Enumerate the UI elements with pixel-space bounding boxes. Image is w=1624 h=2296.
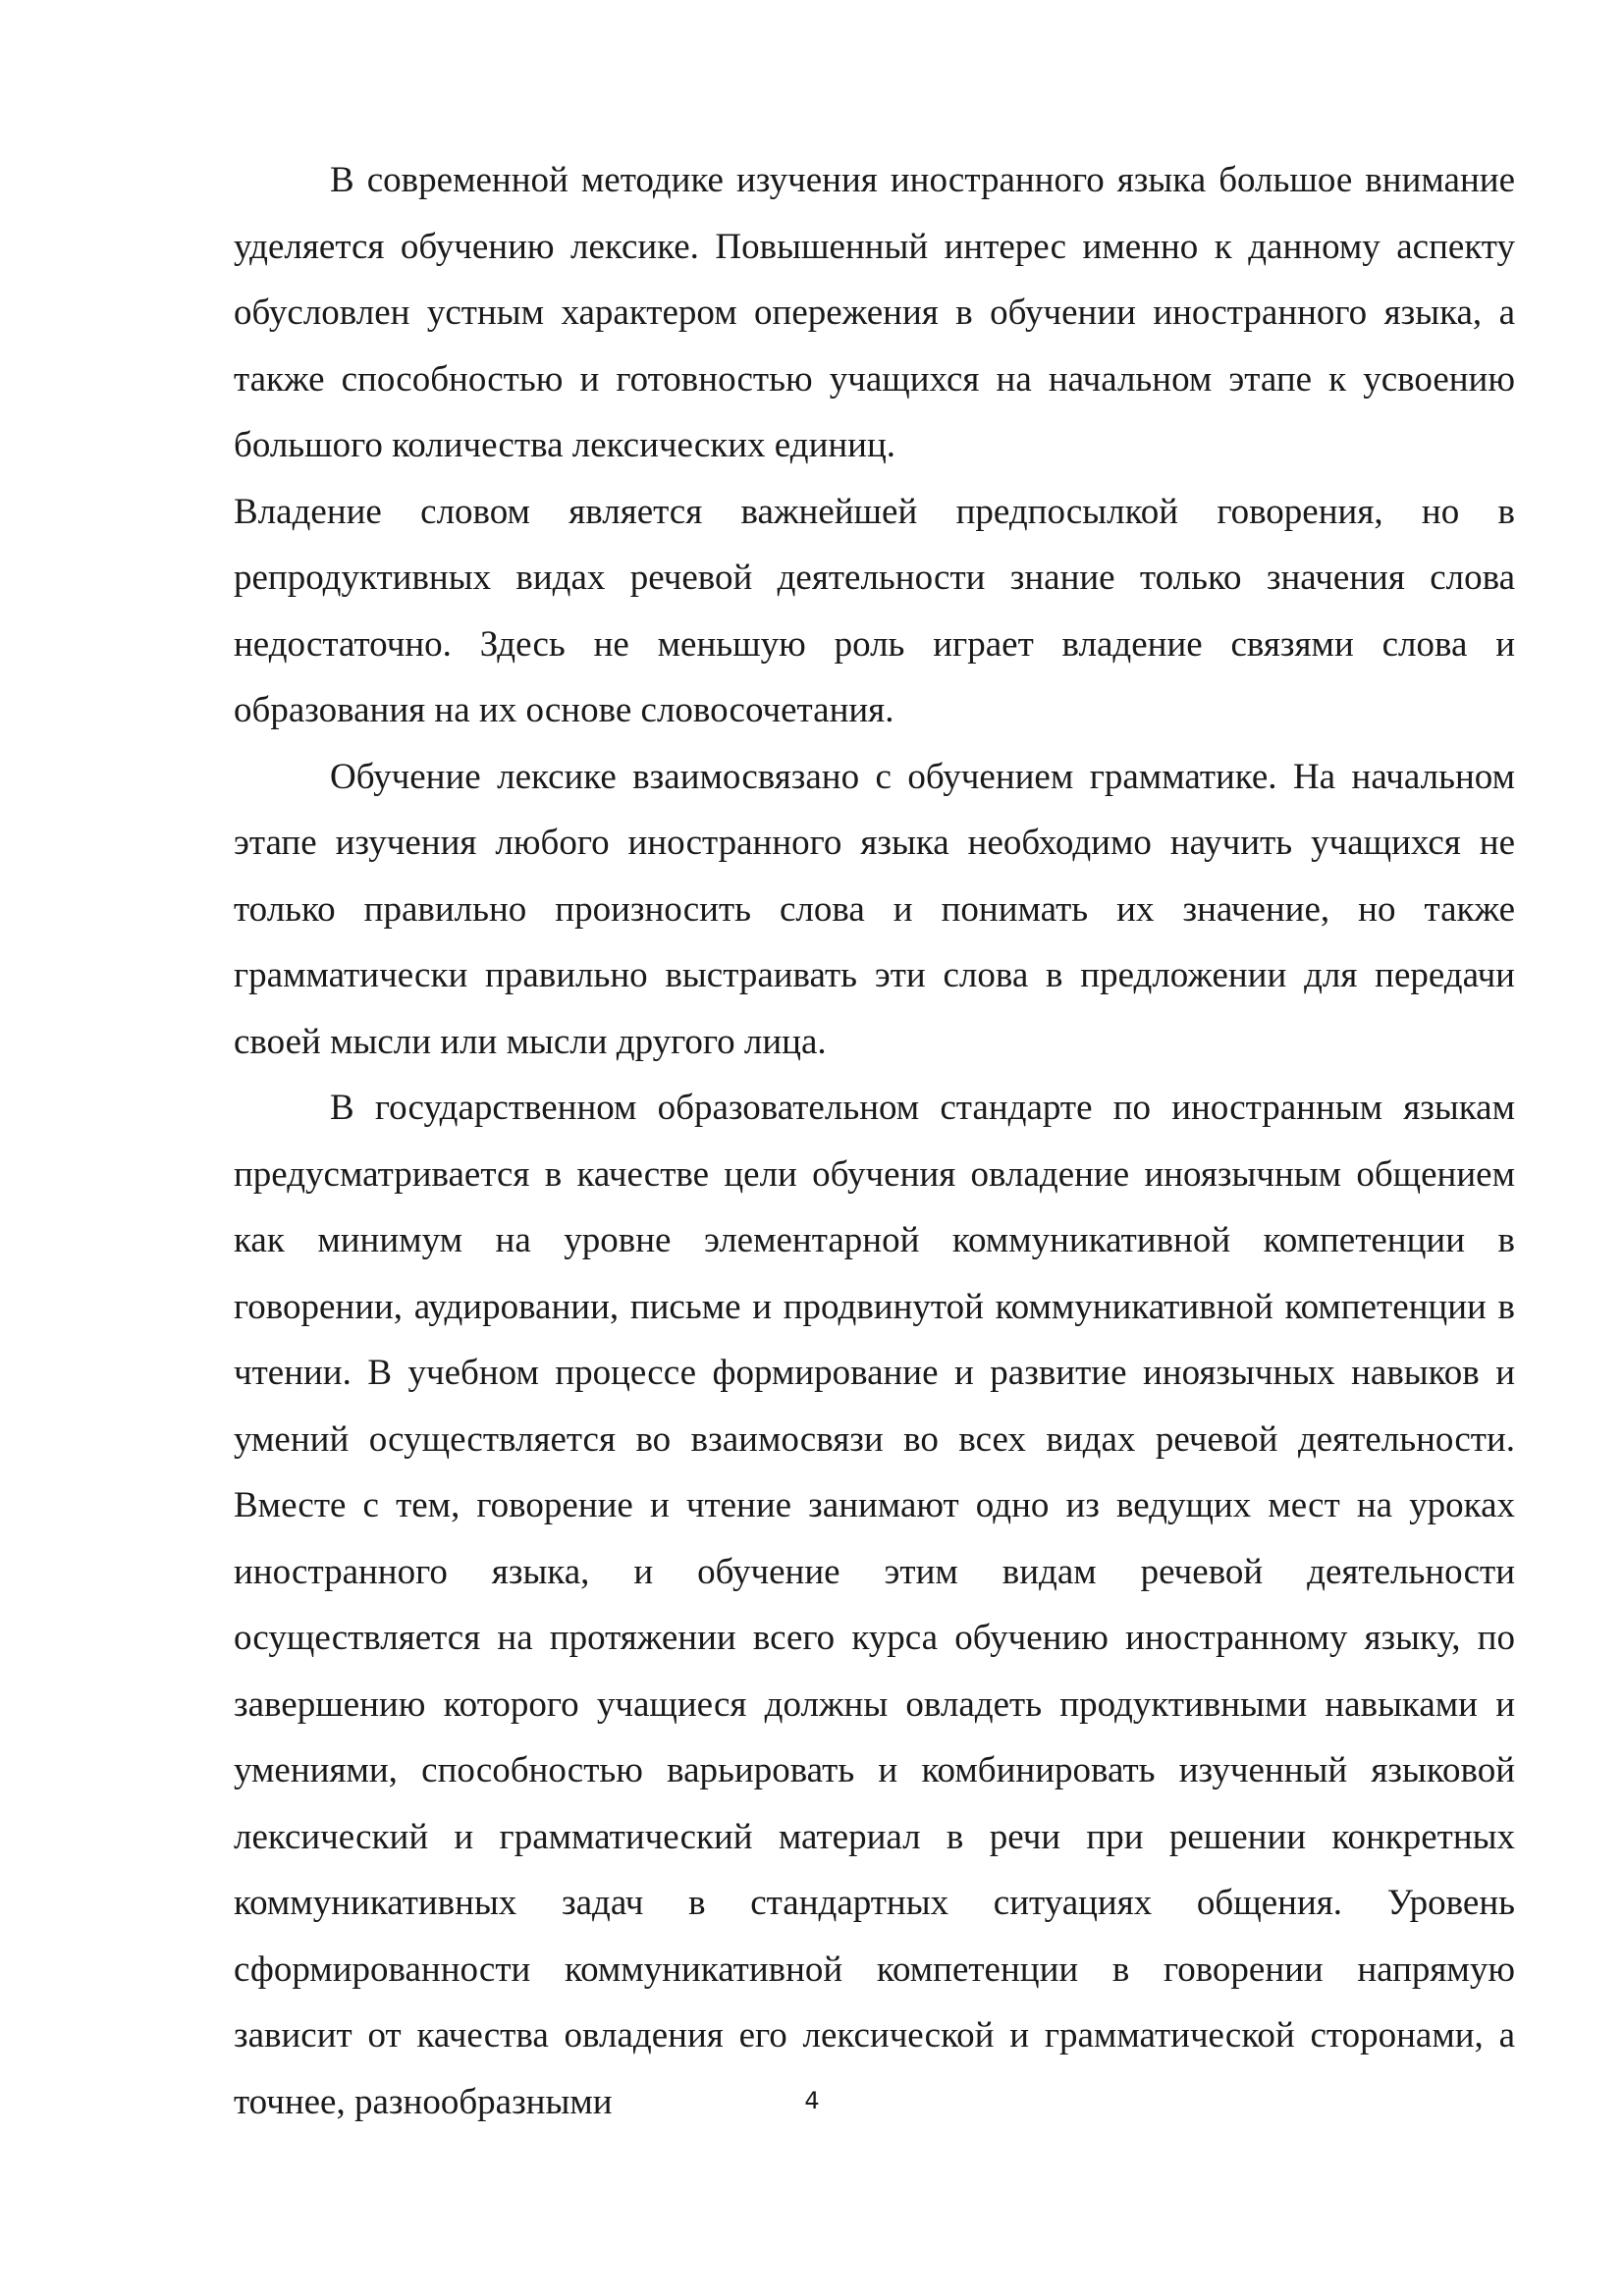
paragraph-grammar-link: Обучение лексике взаимосвязано с обучением грамматике. На начальном этапе изучения любого иностранного языка необходимо научить учащихся не только правильно произносить слова и понимать их значение, но также грамматически правильно выстраивать эти слова в предложении для передачи своей мысли или мысли другого лица. [234, 756, 1515, 1062]
page-number: 4 [804, 2087, 820, 2114]
paragraph-education-standard: В государственном образовательном стандарте по иностранным языкам предусматривается в качестве цели обучения овладение иноязычным общением как минимум на уровне элементарной коммуникативной компетенции в говорении, аудировании, письме и продвинутой коммуникативной компетенции в чтении. В учебном процессе формирование и развитие иноязычных навыков и умений осуществляется во взаимосвязи во всех видах речевой деятельности. Вместе с тем, говорение и чтение занимают одно из ведущих мест на уроках иностранного языка, и обучение этим видам речевой деятельности осуществляется на протяжении всего курса обучению иностранному языку, по завершению которого учащиеся должны овладеть продуктивными навыками и умениями, способностью варьировать и комбинировать изученный языковой лексический и грамматический материал в речи при решении конкретных коммуникативных задач в стандартных ситуациях общения. Уровень сформированности коммуникативной компетенции в говорении напрямую зависит от качества овладения его лексической и грамматической сторонами, а точнее, разнообразными [234, 1088, 1515, 2122]
body-text [234, 147, 1515, 2135]
paragraph-lexis-intro: В современной методике изучения иностранного языка большое внимание уделяется обучению лексике. Повышенный интерес именно к данному аспекту обусловлен устным характером опережения в обучении иностранного языка, а также способностью и готовностью учащихся на начальном этапе к усвоению большого количества лексических единиц. [234, 160, 1515, 465]
paragraph-word-mastery: Владение словом является важнейшей предпосылкой говорения, но в репродуктивных видах речевой деятельности знание только значения слова недостаточно. Здесь не меньшую роль играет владение связями слова и образования на их основе словосочетания. [234, 491, 1515, 730]
